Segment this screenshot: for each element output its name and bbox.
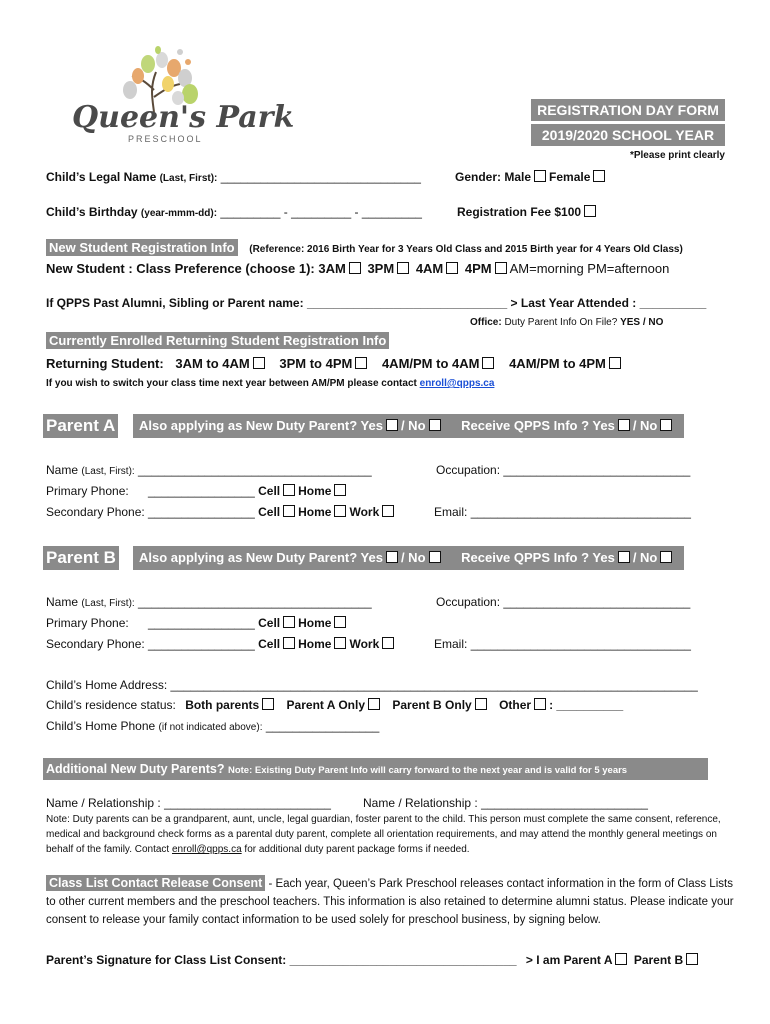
parent-b-secondary-label: Secondary Phone:	[46, 637, 145, 651]
residence-both-label: Both parents	[185, 698, 260, 712]
new-student-banner-row	[46, 240, 683, 255]
office-label: Office:	[470, 317, 502, 328]
new-student-banner: New Student Registration Info	[46, 239, 238, 256]
parent-a-email-row	[434, 505, 691, 519]
parent-a-name-field[interactable]: ___________________________________	[138, 463, 372, 477]
parent-a-secondary-cell-checkbox[interactable]	[283, 505, 295, 517]
additional-banner	[43, 758, 708, 780]
home-phone-label: Child’s Home Phone	[46, 719, 156, 733]
parent-b-name-hint: (Last, First):	[81, 598, 135, 609]
parent-a-primary-field[interactable]: ________________	[148, 484, 255, 498]
parent-a-duty-no-checkbox[interactable]	[429, 419, 441, 431]
signature-label: Parent’s Signature for Class List Consent:	[46, 953, 287, 967]
residence-a-checkbox[interactable]	[368, 698, 380, 710]
signature-row	[46, 953, 701, 967]
gender-female-checkbox[interactable]	[593, 170, 605, 182]
parent-a-title: Parent A	[43, 414, 118, 438]
fee-row	[457, 205, 599, 219]
parent-b-title: Parent B	[43, 546, 119, 570]
home-phone-row	[46, 719, 379, 733]
parent-b-secondary-home-checkbox[interactable]	[334, 637, 346, 649]
parent-b-primary-cell-checkbox[interactable]	[283, 616, 295, 628]
gender-row	[455, 170, 608, 184]
release-paragraph	[46, 874, 736, 929]
returning-label: Returning Student:	[46, 356, 164, 371]
parent-a-occupation-row	[436, 463, 690, 477]
switch-row	[46, 378, 494, 389]
print-note: *Please print clearly	[629, 150, 725, 161]
parent-a-secondary-home: Home	[298, 505, 332, 519]
parent-b-secondary-row	[46, 637, 397, 651]
school-year: 2019/2020 SCHOOL YEAR	[531, 124, 725, 146]
office-yes-no: YES / NO	[620, 317, 664, 328]
parent-b-email-label: Email:	[434, 637, 468, 651]
parent-a-duty-yes-checkbox[interactable]	[386, 419, 398, 431]
parent-a-secondary-field[interactable]: ________________	[148, 505, 255, 519]
child-name-field[interactable]: ______________________________	[220, 170, 421, 184]
birthday-label: Child’s Birthday	[46, 205, 138, 219]
parent-b-info-question: Receive QPPS Info ? Yes	[461, 550, 615, 565]
residence-both-checkbox[interactable]	[262, 698, 274, 710]
parent-b-occupation-label: Occupation:	[436, 595, 501, 609]
parent-b-email-row	[434, 637, 691, 651]
logo-subtitle: PRESCHOOL	[128, 134, 203, 144]
duty-parent-note-email[interactable]: enroll@qpps.ca	[172, 844, 242, 855]
parent-a-duty-question: Also applying as New Duty Parent? Yes	[139, 418, 383, 433]
home-address-label: Child’s Home Address:	[46, 678, 168, 692]
returning-banner-row	[46, 333, 389, 348]
ret-opt4-checkbox[interactable]	[609, 357, 621, 369]
parent-b-info-no: / No	[632, 550, 658, 565]
parent-b-duty-no-checkbox[interactable]	[429, 551, 441, 563]
gender-male-label: Gender: Male	[455, 170, 532, 184]
parent-b-primary-home-checkbox[interactable]	[334, 616, 346, 628]
form-title: REGISTRATION DAY FORM	[531, 99, 725, 121]
home-phone-field[interactable]: _________________	[265, 719, 380, 733]
parent-b-secondary-cell-checkbox[interactable]	[283, 637, 295, 649]
fee-label: Registration Fee $100	[457, 205, 582, 219]
parent-a-name-row	[46, 463, 372, 477]
parent-a-info-no: / No	[632, 418, 658, 433]
parent-b-duty-no: / No	[400, 550, 426, 565]
class-preference-row	[46, 261, 669, 276]
residence-b-checkbox[interactable]	[475, 698, 487, 710]
opt-3pm-label: 3PM	[367, 261, 395, 276]
parent-b-duty-yes-checkbox[interactable]	[386, 551, 398, 563]
ampm-legend: AM=morning PM=afternoon	[509, 261, 670, 276]
parent-b-secondary-cell: Cell	[258, 637, 281, 651]
residence-other-checkbox[interactable]	[534, 698, 546, 710]
parent-a-primary-label: Primary Phone:	[46, 484, 129, 498]
parent-b-primary-row	[46, 616, 349, 630]
parent-a-info-question: Receive QPPS Info ? Yes	[461, 418, 615, 433]
parent-a-primary-row	[46, 484, 349, 498]
parent-a-email-label: Email:	[434, 505, 468, 519]
opt-4am-checkbox[interactable]	[446, 262, 458, 274]
ret-opt1-checkbox[interactable]	[253, 357, 265, 369]
residence-other-label: Other	[499, 698, 532, 712]
parent-a-name-label: Name	[46, 463, 79, 477]
parent-a-secondary-work-checkbox[interactable]	[382, 505, 394, 517]
class-reference: (Reference: 2016 Birth Year for 3 Years Old Class and 2015 Birth year for 4 Years Old Class)	[249, 244, 683, 255]
home-address-row	[46, 678, 698, 692]
residence-a-label: Parent A Only	[286, 698, 366, 712]
switch-text: If you wish to switch your class time next year between AM/PM please contact	[46, 378, 417, 389]
logo-wordmark: Queen's Park	[72, 100, 295, 135]
parent-b-email-field[interactable]: _________________________________	[470, 637, 691, 651]
child-name-label: Child’s Legal Name	[46, 170, 157, 184]
parent-a-secondary-label: Secondary Phone:	[46, 505, 145, 519]
signature-field[interactable]: __________________________________	[289, 953, 517, 967]
parent-b-occupation-row	[436, 595, 690, 609]
alumni-row	[46, 296, 706, 310]
parent-a-secondary-cell: Cell	[258, 505, 281, 519]
parent-a-occupation-field[interactable]: ____________________________	[503, 463, 691, 477]
duty-parent-note	[46, 812, 736, 857]
parent-a-primary-cell-checkbox[interactable]	[283, 484, 295, 496]
parent-a-question-band	[133, 414, 684, 438]
residence-row	[46, 698, 623, 712]
parent-b-primary-cell: Cell	[258, 616, 281, 630]
child-name-hint: (Last, First):	[159, 173, 218, 184]
parent-b-occupation-field[interactable]: ____________________________	[503, 595, 691, 609]
last-year-label: > Last Year Attended :	[510, 296, 637, 310]
duty-parent-note-text: Note: Duty parents can be a grandparent, aunt, uncle, legal guardian, foster parent to the child. This person must complete the same consent, reference, medical and background check forms as a parental duty parent, complete all orientation requirements, and may attend the monthly general meetings on behalf of the family. Contact	[46, 814, 721, 855]
ret-opt1-label: 3AM to 4AM	[175, 356, 250, 371]
birthday-row	[46, 205, 422, 219]
parent-b-info-no-checkbox[interactable]	[660, 551, 672, 563]
ret-opt4-label: 4AM/PM to 4PM	[509, 356, 606, 371]
parent-b-secondary-field[interactable]: ________________	[148, 637, 255, 651]
ret-opt3-checkbox[interactable]	[482, 357, 494, 369]
logo	[70, 42, 295, 152]
iam-parent-b-checkbox[interactable]	[686, 953, 698, 965]
opt-4pm-checkbox[interactable]	[495, 262, 507, 274]
relationship-1-label: Name / Relationship :	[46, 796, 161, 810]
parent-a-primary-cell: Cell	[258, 484, 281, 498]
class-preference-label: New Student : Class Preference (choose 1):	[46, 261, 315, 276]
enroll-email-link[interactable]: enroll@qpps.ca	[419, 378, 495, 389]
relationship-1-field[interactable]: _________________________	[164, 796, 331, 810]
parent-b-duty-question: Also applying as New Duty Parent? Yes	[139, 550, 383, 565]
iam-parent-b-label: Parent B	[633, 953, 684, 967]
birthday-hint: (year-mmm-dd):	[140, 208, 218, 219]
release-text: - Each year, Queen’s Park Preschool releases contact information in the form of Class Lists to other current members and the preschool teachers. This information is also retained to determine alumni status. Please indicate your consent to release your family contact information to be used solely for preschool business, by signing below.	[46, 878, 734, 926]
parent-b-primary-field[interactable]: ________________	[148, 616, 255, 630]
parent-a-secondary-work: Work	[349, 505, 380, 519]
parent-a-duty-no: / No	[400, 418, 426, 433]
parent-b-name-row	[46, 595, 372, 609]
additional-banner-note: Note: Existing Duty Parent Info will carry forward to the next year and is valid for 5 years	[227, 765, 628, 776]
parent-a-info-yes-checkbox[interactable]	[618, 419, 630, 431]
residence-other-field[interactable]: : __________	[549, 698, 624, 712]
parent-a-secondary-row	[46, 505, 397, 519]
opt-4pm-label: 4PM	[464, 261, 492, 276]
alumni-field[interactable]: ______________________________	[306, 296, 508, 310]
returning-banner: Currently Enrolled Returning Student Registration Info	[46, 332, 389, 349]
fee-checkbox[interactable]	[584, 205, 596, 217]
home-phone-hint: (if not indicated above):	[158, 722, 263, 733]
iam-parent-a-label: > I am Parent A	[525, 953, 613, 967]
parent-a-primary-home: Home	[298, 484, 332, 498]
parent-b-secondary-home: Home	[298, 637, 332, 651]
gender-female-label: Female	[549, 170, 591, 184]
parent-b-secondary-work-checkbox[interactable]	[382, 637, 394, 649]
relationship-2-field[interactable]: _________________________	[481, 796, 648, 810]
birthday-field[interactable]: _________ - _________ - _________	[220, 205, 422, 219]
opt-4am-label: 4AM	[415, 261, 444, 276]
relationship-row-2	[363, 796, 648, 810]
iam-parent-a-checkbox[interactable]	[615, 953, 627, 965]
home-address-field[interactable]: _______________________________________________________________________________	[170, 678, 698, 692]
office-row	[470, 317, 663, 328]
additional-banner-title: Additional New Duty Parents?	[46, 762, 225, 776]
ret-opt2-label: 3PM to 4PM	[279, 356, 353, 371]
child-name-row	[46, 170, 421, 184]
residence-label: Child’s residence status:	[46, 698, 176, 712]
release-banner: Class List Contact Release Consent	[46, 875, 265, 891]
gender-male-checkbox[interactable]	[534, 170, 546, 182]
parent-a-primary-home-checkbox[interactable]	[334, 484, 346, 496]
parent-b-secondary-work: Work	[349, 637, 380, 651]
last-year-field[interactable]: __________	[639, 296, 707, 310]
duty-parent-note-tail: for additional duty parent package forms if needed.	[244, 844, 470, 855]
parent-a-info-no-checkbox[interactable]	[660, 419, 672, 431]
relationship-row-1	[46, 796, 331, 810]
parent-b-primary-label: Primary Phone:	[46, 616, 129, 630]
parent-b-name-field[interactable]: ___________________________________	[138, 595, 372, 609]
relationship-2-label: Name / Relationship :	[363, 796, 478, 810]
opt-3pm-checkbox[interactable]	[397, 262, 409, 274]
parent-b-primary-home: Home	[298, 616, 332, 630]
opt-3am-checkbox[interactable]	[349, 262, 361, 274]
alumni-label: If QPPS Past Alumni, Sibling or Parent name:	[46, 296, 304, 310]
parent-b-info-yes-checkbox[interactable]	[618, 551, 630, 563]
ret-opt2-checkbox[interactable]	[355, 357, 367, 369]
parent-b-question-band	[133, 546, 684, 570]
office-text: Duty Parent Info On File?	[504, 317, 618, 328]
opt-3am-label: 3AM	[318, 261, 346, 276]
residence-b-label: Parent B Only	[392, 698, 472, 712]
parent-a-occupation-label: Occupation:	[436, 463, 501, 477]
ret-opt3-label: 4AM/PM to 4AM	[381, 356, 480, 371]
parent-b-name-label: Name	[46, 595, 79, 609]
parent-a-email-field[interactable]: _________________________________	[470, 505, 691, 519]
returning-options-row	[46, 356, 624, 371]
parent-a-secondary-home-checkbox[interactable]	[334, 505, 346, 517]
parent-a-name-hint: (Last, First):	[81, 466, 135, 477]
